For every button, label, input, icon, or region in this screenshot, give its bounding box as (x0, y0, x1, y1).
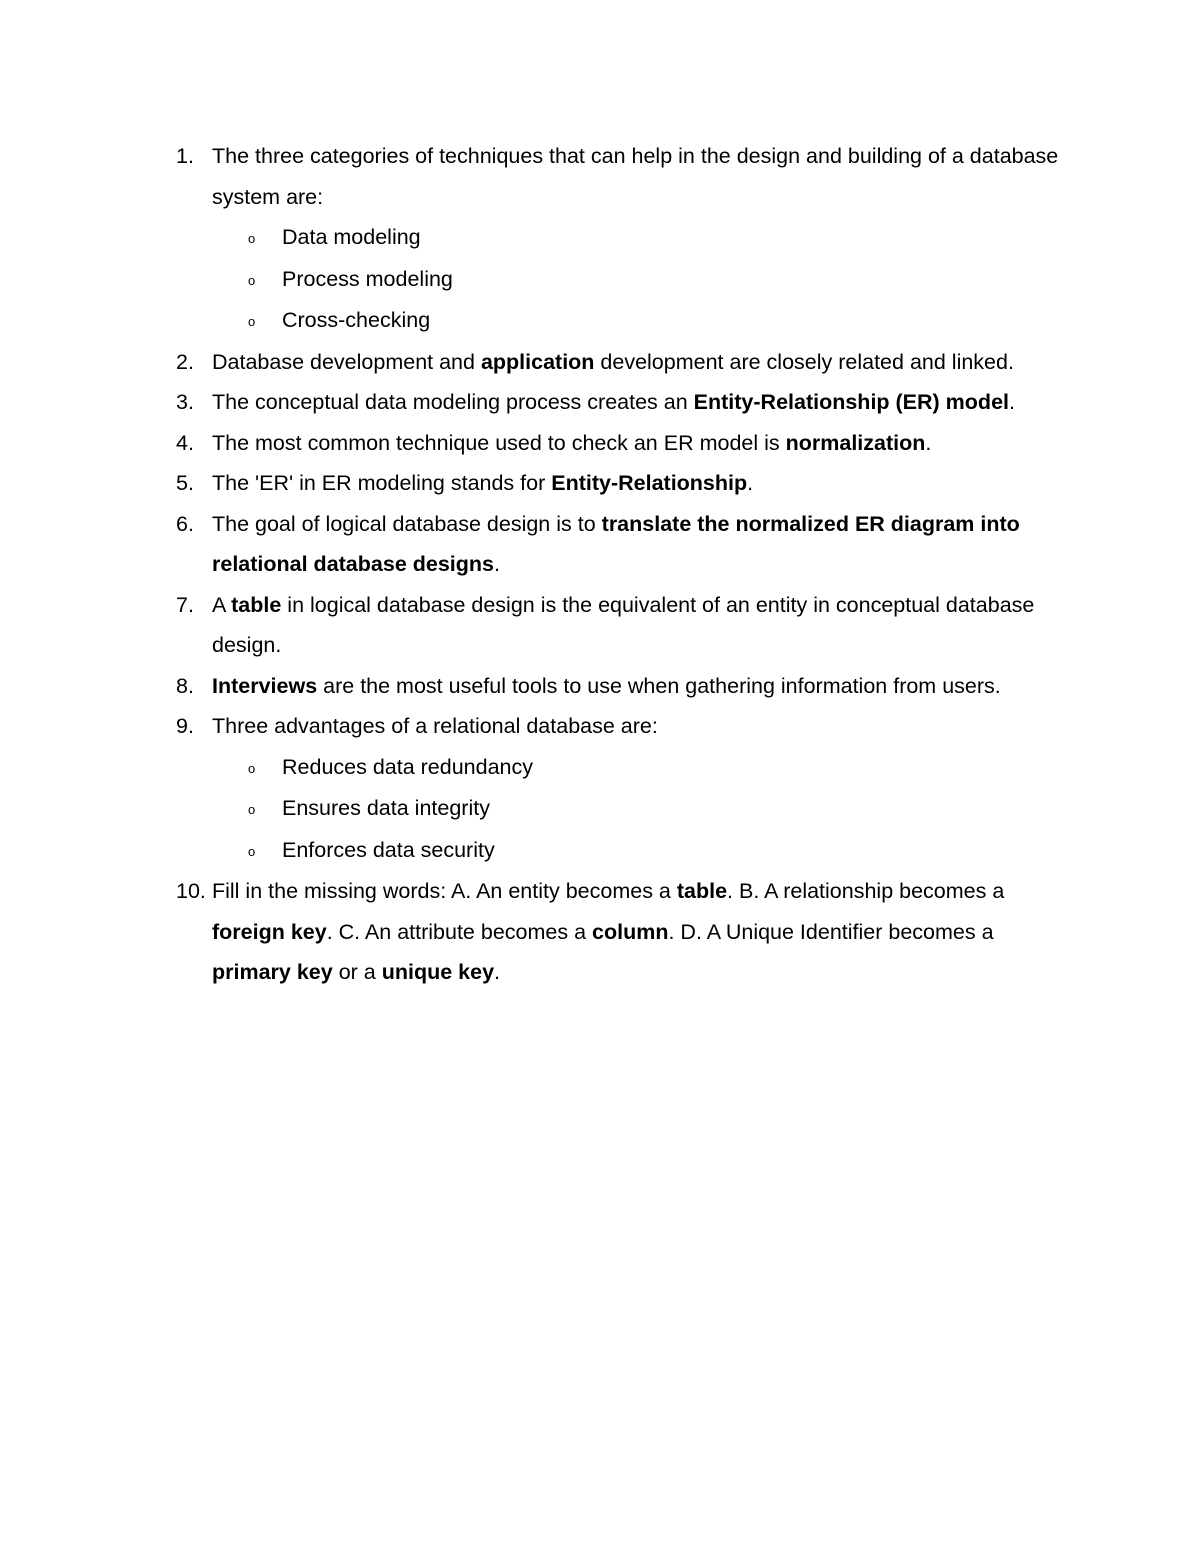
text-segment: . (925, 430, 932, 455)
list-item-7 (0, 585, 1062, 666)
circle-bullet-icon: o (248, 231, 256, 246)
sub-list-item (0, 300, 1062, 342)
item-text: The three categories of techniques that can help in the design and building of a database system are: (212, 144, 1059, 209)
sub-list-item (0, 217, 1062, 259)
sub-list-item (0, 747, 1062, 789)
list-number: 3. (176, 390, 194, 414)
text-segment: A (212, 592, 232, 617)
circle-bullet-icon: o (248, 760, 256, 776)
list-number: 8. (176, 673, 194, 698)
list-number: 9. (176, 714, 194, 738)
bold-term: table (676, 879, 728, 903)
circle-bullet-icon: o (248, 843, 256, 859)
text-segment: Fill in the missing words: A. An entity becomes a (212, 879, 677, 903)
sub-item-text: Cross-checking (282, 308, 431, 332)
list-item-8 (0, 666, 1062, 707)
circle-bullet-icon: o (248, 272, 256, 288)
text-segment: The goal of logical database design is to (212, 511, 602, 536)
bold-term: normalization (785, 430, 926, 455)
bold-term: Entity-Relationship (551, 471, 748, 495)
sub-list-item (0, 788, 1062, 830)
answer-list (0, 136, 1200, 993)
sub-item-text: Reduces data redundancy (282, 754, 534, 779)
sub-item-text: Process modeling (282, 266, 453, 291)
sub-item-text: Ensures data integrity (282, 796, 490, 820)
list-number: 1. (176, 144, 194, 168)
list-number: 5. (176, 471, 194, 495)
list-item-4 (0, 423, 1062, 464)
sub-item-text: Enforces data security (282, 837, 495, 862)
text-segment: in logical database design is the equivalent of an entity in conceptual database design. (212, 592, 1035, 657)
text-segment: . (747, 471, 754, 495)
sub-list (0, 217, 1062, 342)
bold-term: foreign key (212, 919, 327, 944)
text-segment: . (1009, 390, 1015, 414)
text-segment: The 'ER' in ER modeling stands for (212, 471, 552, 495)
circle-bullet-icon: o (248, 802, 256, 817)
text-segment: . (494, 552, 500, 576)
text-segment: are the most useful tools to use when gathering information from users. (317, 673, 1001, 698)
sub-item-text: Data modeling (282, 225, 421, 249)
circle-bullet-icon: o (248, 314, 256, 329)
list-item-3 (0, 382, 1062, 423)
sub-list-item (0, 259, 1062, 301)
text-segment: Database development and (212, 349, 481, 374)
item-text: Three advantages of a relational database are: (212, 714, 658, 738)
list-item-2 (0, 342, 1062, 383)
text-segment: development are closely related and linked. (594, 349, 1014, 374)
text-segment: The most common technique used to check an ER model is (212, 430, 786, 455)
list-item-6 (0, 504, 1062, 585)
bold-term: translate the normalized ER diagram into relational database designs (212, 511, 1020, 576)
list-number: 2. (176, 349, 194, 374)
text-segment: or a (332, 960, 382, 984)
list-number: 7. (176, 592, 194, 617)
bold-term: application (480, 349, 595, 374)
list-number: 6. (176, 511, 194, 536)
bold-term: Interviews (212, 673, 318, 698)
bold-term: unique key (381, 960, 495, 984)
list-item-5 (0, 463, 1062, 504)
text-segment: . C. An attribute becomes a (326, 919, 593, 944)
list-item-1 (0, 136, 1062, 342)
sub-list (0, 747, 1062, 872)
text-segment: . (494, 960, 501, 984)
text-segment: . B. A relationship becomes a (727, 879, 1005, 903)
list-item-9 (0, 706, 1062, 871)
bold-term: Entity-Relationship (ER) model (693, 390, 1009, 414)
bold-term: table (231, 592, 282, 617)
bold-term: column (592, 919, 669, 944)
text-segment: The conceptual data modeling process creates an (212, 390, 694, 414)
list-number: 4. (176, 430, 194, 455)
text-segment: . D. A Unique Identifier becomes a (668, 919, 994, 944)
sub-list-item (0, 830, 1062, 872)
list-item-10 (0, 871, 1062, 993)
bold-term: primary key (212, 960, 333, 984)
list-number: 10. (176, 879, 206, 903)
